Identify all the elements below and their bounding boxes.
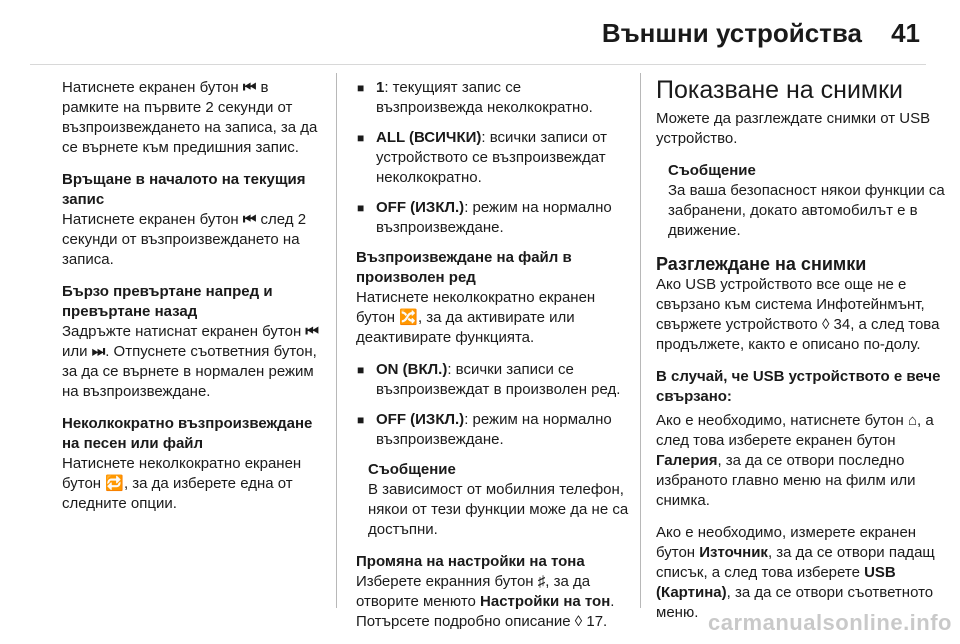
text: , а след това изберете екранен бутон — [656, 412, 934, 449]
text: . Отпуснете съответния бутон, за да се върнете в нормален режим на възпроизвеждане. — [62, 343, 317, 400]
paragraph-connect-usb — [656, 275, 952, 355]
previous-track-icon: ⏮ — [242, 211, 257, 228]
option-term: 1 — [376, 79, 385, 96]
paragraph-gallery — [656, 411, 952, 511]
text: 34, а след това продължете, както е описано по-долу. — [656, 316, 940, 353]
option-text: : текущият запис се възпроизвежда неколкократно. — [376, 79, 593, 116]
text: Натиснете екранен бутон — [62, 211, 243, 228]
section-shuffle — [356, 248, 632, 348]
option-term: ON (ВКЛ.) — [376, 361, 448, 378]
page-reference-icon: ◊ — [821, 316, 830, 333]
column-divider-1 — [336, 73, 337, 608]
section-heading: Връщане в началото на текущия запис — [62, 171, 306, 208]
text: . Потърсете подробно описание — [356, 593, 615, 630]
option-text: : всички записи от устройството се възпроизвеждат неколкократно. — [376, 129, 607, 186]
button-name: Източник — [699, 544, 768, 561]
section-fast-forward — [62, 282, 328, 402]
page-title: Външни устройства — [601, 18, 862, 48]
section-title: Показване на снимки — [656, 76, 904, 104]
page-number: 41 — [891, 18, 920, 48]
header-divider — [30, 64, 926, 65]
text: след 2 секунди от възпроизвеждането на записа. — [62, 211, 307, 268]
text: , за да изберете една от следните опции. — [62, 475, 293, 512]
subsection-title: Разглеждане на снимки — [656, 254, 867, 274]
list-item — [356, 128, 632, 188]
section-heading: Неколкократно възпроизвеждане на песен или файл — [62, 415, 313, 452]
column-left — [62, 78, 328, 526]
page-reference-icon: ◊ — [574, 613, 583, 630]
repeat-options-list — [356, 78, 632, 238]
text: Ако е необходимо, натиснете бутон — [656, 412, 908, 429]
home-icon: ⌂ — [907, 412, 917, 429]
text: Изберете екранния бутон — [356, 573, 538, 590]
section-heading: В случай, че USB устройството е вече свързано: — [656, 368, 941, 405]
shuffle-icon: 🔀 — [399, 309, 418, 326]
option-text: : режим на нормално възпроизвеждане. — [376, 199, 612, 236]
section-tone-settings — [356, 552, 632, 632]
text: Натиснете екранен бутон — [62, 79, 243, 96]
list-item — [356, 198, 632, 238]
watermark: carmanualsonline.info — [708, 610, 952, 635]
list-item — [356, 410, 632, 450]
column-divider-2 — [640, 73, 641, 608]
paragraph-source — [656, 523, 952, 623]
page-header — [0, 0, 960, 72]
column-middle — [356, 78, 632, 644]
previous-track-icon: ⏮ — [305, 323, 319, 340]
text: в рамките на първите 2 секунди от възпроизвеждането на записа, за да се върнете към предишния запис. — [62, 79, 318, 156]
section-repeat — [62, 414, 328, 514]
section-heading: Бързо превъртане напред и превъртане назад — [62, 283, 273, 320]
note-text: За ваша безопасност някои функции са забранени, докато автомобилът е в движение. — [668, 182, 945, 239]
section-heading: Промяна на настройки на тона — [356, 553, 585, 570]
text: Ако USB устройството все още не е свързано към система Инфотейнмънт, свържете устройството — [656, 276, 925, 333]
option-term: ALL (ВСИЧКИ) — [376, 129, 482, 146]
text: Натиснете неколкократно екранен бутон — [356, 289, 596, 326]
text: , за да се отвори последно избраното главно меню на филм или снимка. — [656, 452, 916, 509]
text: , за да се отвори падащ списък, а след това изберете — [656, 544, 935, 581]
text: , за да активирате или деактивирате функцията. — [356, 309, 575, 346]
note-box — [668, 161, 952, 241]
tone-settings-icon: ♯ — [537, 573, 546, 590]
list-item — [356, 78, 632, 118]
list-item — [356, 360, 632, 400]
text: Задръжте натиснат екранен бутон — [62, 323, 306, 340]
note-title: Съобщение — [668, 162, 756, 179]
note-box — [368, 460, 632, 540]
shuffle-options-list — [356, 360, 632, 450]
text: , за да отворите менюто — [356, 573, 591, 610]
option-term: OFF (ИЗКЛ.) — [376, 411, 465, 428]
option-text: : режим на нормално възпроизвеждане. — [376, 411, 612, 448]
option-name: USB (Картина) — [656, 564, 896, 601]
text: Ако е необходимо, измерете екранен бутон — [656, 524, 917, 561]
button-name: Галерия — [656, 452, 718, 469]
section-restart-track — [62, 170, 328, 270]
note-title: Съобщение — [368, 461, 456, 478]
text: или — [62, 343, 92, 360]
section-heading: Възпроизвеждане на файл в произволен ред — [356, 249, 572, 286]
intro-text: Можете да разглеждате снимки от USB устройство. — [656, 110, 931, 147]
option-text: : всички записи се възпроизвеждат в произволен ред. — [376, 361, 621, 398]
text: Натиснете неколкократно екранен бутон — [62, 455, 302, 492]
note-text: В зависимост от мобилния телефон, някои от тези функции може да не са достъпни. — [368, 481, 629, 538]
menu-name: Настройки на тон — [480, 593, 611, 610]
page-reference: 17. — [582, 613, 608, 630]
previous-track-icon: ⏮ — [242, 79, 257, 96]
section-usb-connected — [656, 367, 952, 407]
paragraph-previous-track — [62, 78, 328, 158]
next-track-icon: ⏭ — [91, 343, 106, 360]
option-term: OFF (ИЗКЛ.) — [376, 199, 465, 216]
column-right — [656, 76, 952, 635]
repeat-icon: 🔁 — [105, 475, 124, 492]
text: , за да се отвори съответното меню. — [656, 584, 934, 621]
